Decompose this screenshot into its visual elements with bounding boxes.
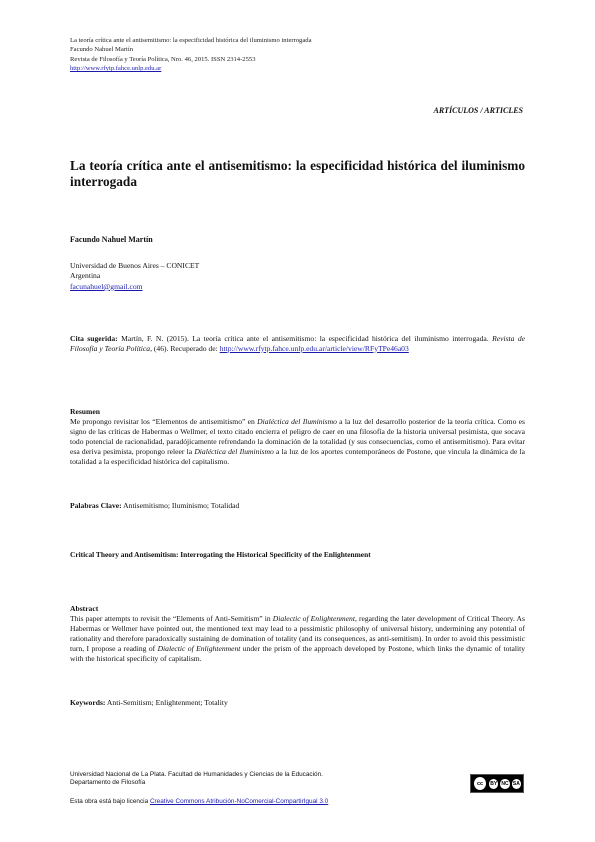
citation-issue: , (46). Recuperado de: <box>150 343 220 353</box>
header-article-title: La teoría crítica ante el antisemitismo: la especificidad histórica del iluminismo interrogada <box>70 37 312 44</box>
citation-url-link[interactable]: http://www.rfytp.fahce.unlp.edu.ar/article/view/RFyTPe46a03 <box>219 343 409 353</box>
keywords-es <box>70 501 239 510</box>
header-journal-link[interactable]: http://www.rfytp.fahce.unlp.edu.ar <box>70 65 162 73</box>
resumen-text: a la luz del desarrollo posterior de la teoría crítica. Como es signo de las críticas de Habermas o Wellmer, el texto citado encierra el peligro de caer en una filosofía de la historia universal pesimista, que socava todo potencial de racionalidad, paradójicamente refrendando la dominación de la totalidad (y sus consecuencias, como el antisemitismo). Para evitar esa deriva pesimista, propongo releer la <box>70 417 526 456</box>
resumen-body <box>70 417 525 467</box>
abstract-work-title: Dialectic of Enlightenment <box>272 614 355 623</box>
citation-text: Martín, F. N. (2015). La teoría crítica ante el antisemitismo: la especificidad histórica del iluminismo interrogada. <box>117 334 493 343</box>
abstract-heading: Abstract <box>70 604 99 613</box>
author-email-link[interactable]: facunahuel@gmail.com <box>70 281 143 291</box>
keywords-es-label: Palabras Clave: <box>70 501 122 510</box>
header-journal: Revista de Filosofía y Teoría Política, Nro. 46, 2015. ISSN 2314-2553 <box>70 55 256 63</box>
cc-logo-icon: cc <box>473 776 487 791</box>
footer-university: Universidad Nacional de La Plata. Facultad de Humanidades y Ciencias de la Educación. <box>70 771 323 778</box>
resumen-heading: Resumen <box>70 407 100 416</box>
abstract-text: under the prism of the approach developed by Postone, which links the dynamic of totality with the historical specificity of capitalism. <box>70 644 525 663</box>
suggested-citation <box>70 334 525 353</box>
resumen-work-title: Dialéctica del Iluminismo <box>194 447 274 456</box>
keywords-es-text: Antisemitismo; Iluminismo; Totalidad <box>121 501 240 510</box>
license-link[interactable]: Creative Commons Atribución-NoComercial-CompartirIgual 3.0 <box>149 798 329 805</box>
article-title: La teoría crítica ante el antisemitismo: la especificidad histórica del iluminismo interrogada <box>70 158 525 189</box>
resumen-work-title: Dialéctica del Iluminismo <box>257 417 337 426</box>
cc-license-badge[interactable] <box>470 774 524 793</box>
affiliation-institution: Universidad de Buenos Aires – CONICET <box>70 261 200 270</box>
footer-institution <box>70 771 323 788</box>
license-prefix: Esta obra está bajo licencia <box>70 798 150 805</box>
abstract-body <box>70 614 525 664</box>
section-tag: ARTÍCULOS / ARTICLES <box>433 106 523 115</box>
resumen-text: a la luz de los aportes contemporáneos de Postone, que vincula la dinámica de la totalidad a la especificidad histórica del capitalismo. <box>70 447 526 466</box>
keywords-en <box>70 698 228 707</box>
author-name: Facundo Nahuel Martín <box>70 235 153 244</box>
keywords-en-label: Keywords: <box>70 698 106 707</box>
english-title: Critical Theory and Antisemitism: Interrogating the Historical Specificity of the Enlightenment <box>70 550 371 559</box>
header-author: Facundo Nahuel Martín <box>70 46 133 54</box>
citation-label: Cita sugerida: <box>70 334 118 343</box>
abstract-work-title: Dialectic of Enlightenment <box>157 644 241 653</box>
footer-department: Departamento de Filosofía <box>70 779 146 787</box>
abstract-text: This paper attempts to revisit the “Elements of Anti-Semitism” in <box>70 614 273 623</box>
cc-sa-icon: SA <box>512 780 520 787</box>
citation-journal: Revista de Filosofía y Teoría Política <box>70 334 525 353</box>
affiliation-country: Argentina <box>70 271 101 281</box>
affiliation <box>70 261 199 292</box>
resumen-text: Me propongo revisitar los “Elementos de antisemitismo” en <box>70 417 258 426</box>
cc-by-icon: BY <box>490 780 498 787</box>
running-header <box>70 36 312 74</box>
license-statement <box>70 798 328 805</box>
keywords-en-text: Anti-Semitism; Enlightenment; Totality <box>105 698 228 707</box>
abstract-text: , regarding the later development of Critical Theory. As Habermas or Wellmer have pointed out, the mentioned text may lead to a pessimistic philosophy of universal history, undermining any potential of rationality and therefore paradoxically sustaining de domination of totality (and its consequences, as anti-semitism). In order to avoid this pessimistic turn, I propose a reading of <box>70 614 525 653</box>
cc-nc-icon: NC <box>501 780 509 787</box>
